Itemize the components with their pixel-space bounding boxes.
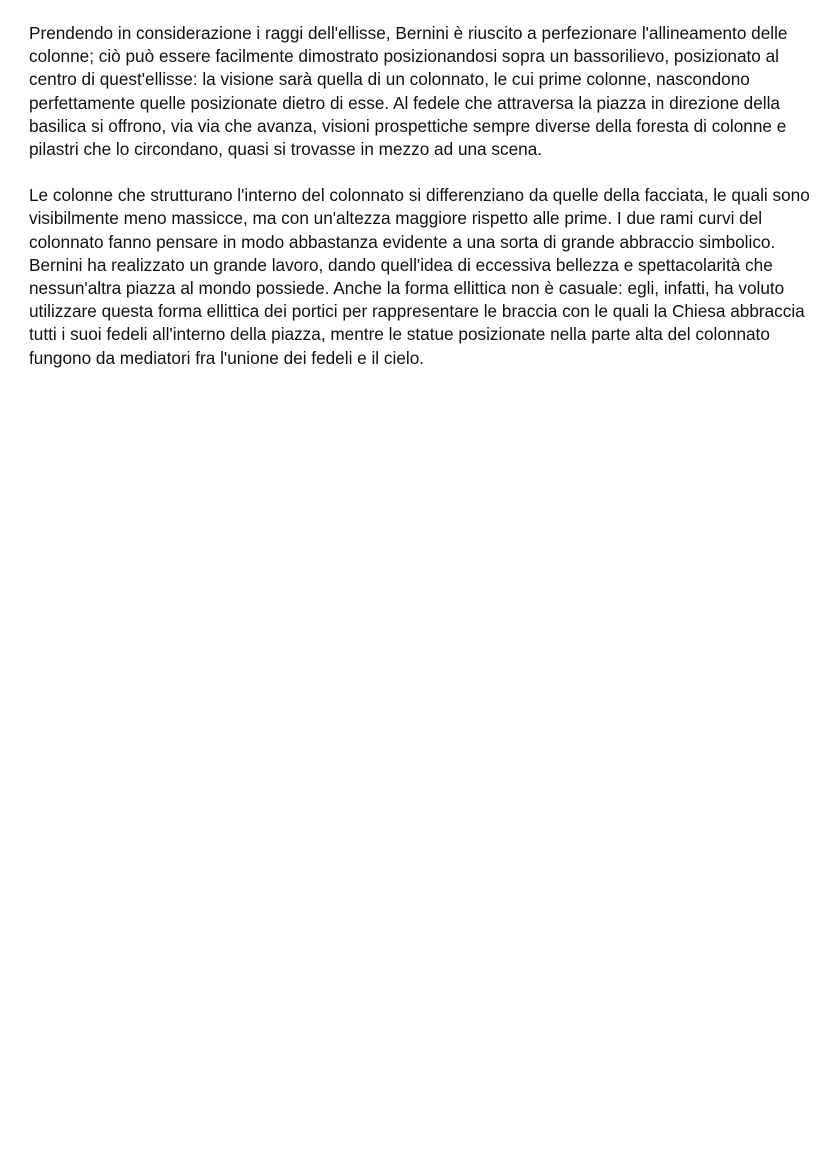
paragraph-1: Prendendo in considerazione i raggi dell'ellisse, Bernini è riuscito a perfezionare l'allineamento delle colonne; ciò può essere facilmente dimostrato posizionandosi sopra un bassorilievo, posizionato al centro di quest'ellisse: la visione sarà quella di un colonnato, le cui prime colonne, nascondono perfettamente quelle posizionate dietro di esse. Al fedele che attraversa la piazza in direzione della basilica si offrono, via via che avanza, visioni prospettiche sempre diverse della foresta di colonne e pilastri che lo circondano, quasi si trovasse in mezzo ad una scena. <box>29 23 788 160</box>
paragraph-2: Le colonne che strutturano l'interno del colonnato si differenziano da quelle della facciata, le quali sono visibilmente meno massicce, ma con un'altezza maggiore rispetto alle prime. I due rami curvi del colonnato fanno pensare in modo abbastanza evidente a una sorta di grande abbraccio simbolico. Bernini ha realizzato un grande lavoro, dando quell'idea di eccessiva bellezza e spettacolarità che nessun'altra piazza al mondo possiede. Anche la forma ellittica non è casuale: egli, infatti, ha voluto utilizzare questa forma ellittica dei portici per rappresentare le braccia con le quali la Chiesa abbraccia tutti i suoi fedeli all'interno della piazza, mentre le statue posizionate nella parte alta del colonnato fungono da mediatori fra l'unione dei fedeli e il cielo. <box>29 185 810 368</box>
document-body <box>29 22 813 370</box>
